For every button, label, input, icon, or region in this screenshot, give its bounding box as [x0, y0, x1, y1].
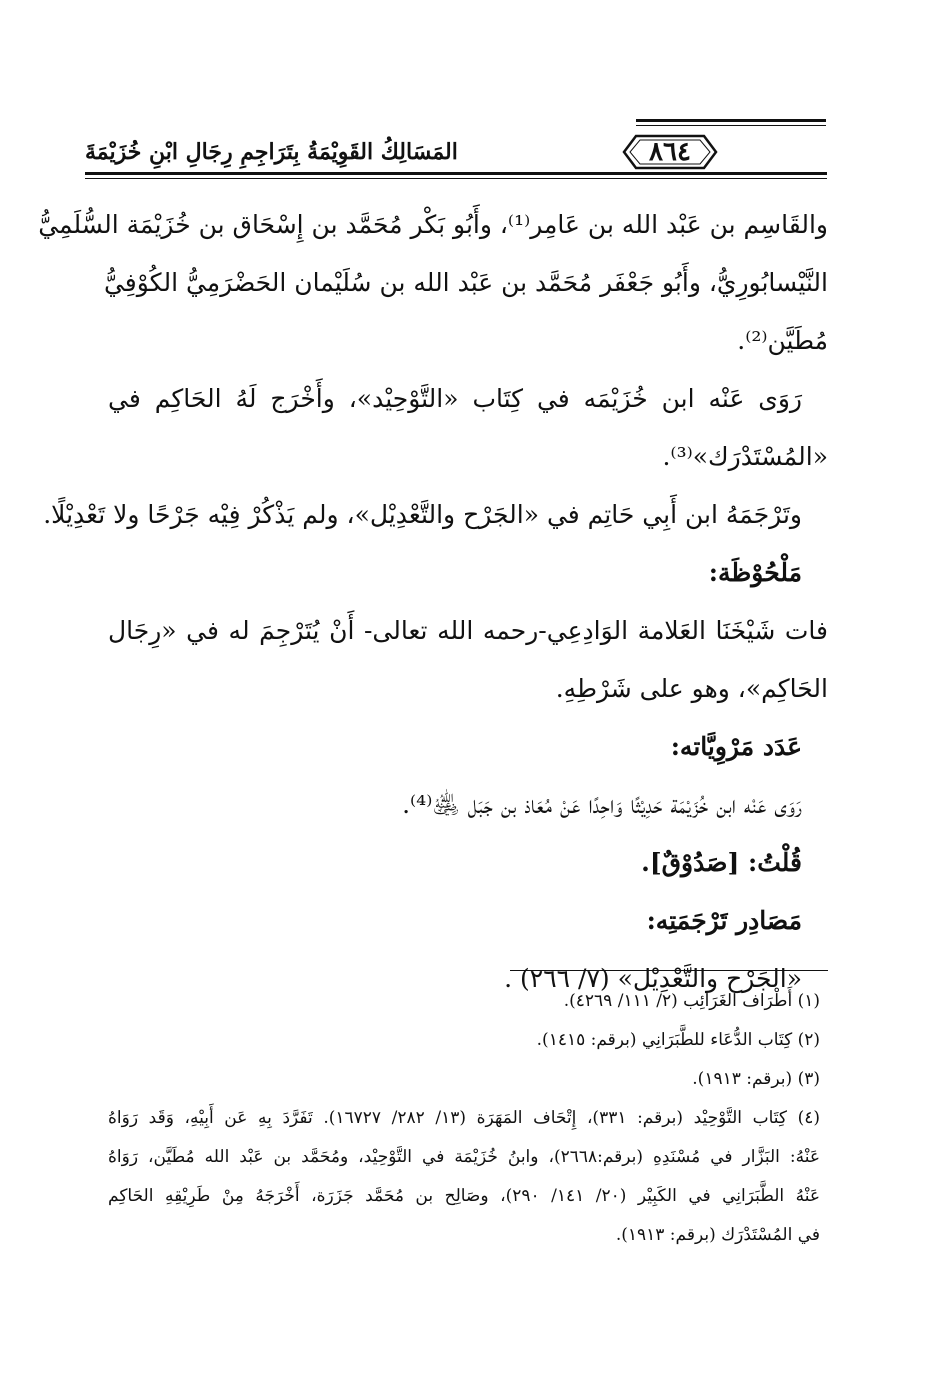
running-title: المَسَالِكُ القَوِيْمَةُ بِتَرَاجِمِ رِجَالِ ابْنِ خُزَيْمَةَ [85, 139, 458, 165]
body-line: رَوَى عَنْه ابن خُزَيْمَه في كِتَاب «التَّوْحِيْد»، وأَخْرَج لَهُ الحَاكِم في [108, 384, 802, 413]
body-line: «المُسْتَدْرَك»⁽³⁾. [662, 442, 828, 471]
footnote-separator [510, 970, 828, 971]
header-rule-top-thin [636, 125, 826, 126]
body-line: فات شَيْخَنَا العَلامة الوَادِعِي-رحمه الله تعالى- أَنْ يُتَرْجِمَ له في «رِجَال [108, 616, 828, 645]
header-rule-bottom [85, 172, 827, 175]
footnote: (١) أَطْرَاف الغَرَائِب (٢/ ١١١/ ٤٢٦٩). [563, 991, 820, 1011]
body-line: وتَرْجَمَهُ ابن أَبِي حَاتِم في «الجَرْح والتَّعْدِيْل»، ولم يَذْكُرْ فِيْه جَرْحًا ولا تَعْدِيْلًا. [43, 500, 802, 529]
body-line: «الجَرْح والتَّعْدِيْل» (٧/ ٢٦٦) . [504, 964, 802, 993]
section-heading: مَلْحُوْظَة: [708, 558, 802, 587]
footnote: (٤) كِتَاب التَّوْحِيْد (برقم: ٣٣١)، إِتْحَاف المَهَرَة (١٣/ ٢٨٢/ ١٦٧٢٧). تَفَرَّدَ بِهِ عَن أَبِيْهِ، وَقَد رَوَاهُ [108, 1108, 821, 1128]
main-text [38, 196, 828, 1008]
section-heading: مَصَادِر تَرْجَمَتِه: [646, 906, 802, 935]
footnotes [108, 982, 820, 1255]
section-heading: عَدَد مَرْوِيَّاته: [670, 732, 802, 761]
footnote-continuation: في المُسْتَدْرَك (برقم: ١٩١٣). [615, 1225, 820, 1245]
header-rule-bottom-thin [85, 178, 827, 179]
footnote: (٣) (برقم: ١٩١٣). [692, 1069, 820, 1089]
header-rule-top [636, 119, 826, 122]
page-number-frame [622, 132, 718, 172]
page-number: ٨٦٤ [649, 137, 691, 167]
body-line: الحَاكِم»، وهو على شَرْطِهِ. [555, 674, 828, 703]
body-line: النَّيْسابُورِيُّ، وأَبُو جَعْفَر مُحَمَّد بن عَبْد الله بن سُلَيْمان الحَضْرَمِيُّ الكُوْفِيُّ [103, 268, 828, 297]
footnote-continuation: عَنْهُ الطَّبَرَانِي في الكَبِيْر (٢٠/ ١٤١/ ٢٩٠)، وصَالِح بن مُحَمَّد جَزَرَة، أَخْرَجَهُ مِنْ طَرِيْقِهِ الحَاكِم [108, 1186, 820, 1206]
footnote-continuation: عَنْهُ: البَزَّار في مُسْنَدِهِ (برقم:٢٦٦٨)، وابنُ خُزَيْمَة في التَّوْحِيْد، ومُحَمَّد بن عَبْد الله مُطَيَّن، رَوَاهُ [108, 1147, 820, 1167]
body-line: رَوَى عَنْه ابن خُزَيْمَة حَدِيْثًا وَاحِدًا عَنْ مُعَاذ بن جَبَل ﵁⁽⁴⁾. [402, 790, 802, 819]
body-line: مُطَيَّن⁽²⁾. [737, 326, 828, 355]
body-line: والقَاسِم بن عَبْد الله بن عَامِر⁽¹⁾، وأَبُو بَكْر مُحَمَّد بن إِسْحَاق بن خُزَيْمَة السُّلَمِيُّ [38, 210, 828, 239]
verdict-line: قُلْتُ: [صَدُوْقٌ]. [641, 848, 802, 877]
footnote: (٢) كِتَاب الدُّعَاء للطَّبَرَانِي (برقم: ١٤١٥). [536, 1030, 820, 1050]
